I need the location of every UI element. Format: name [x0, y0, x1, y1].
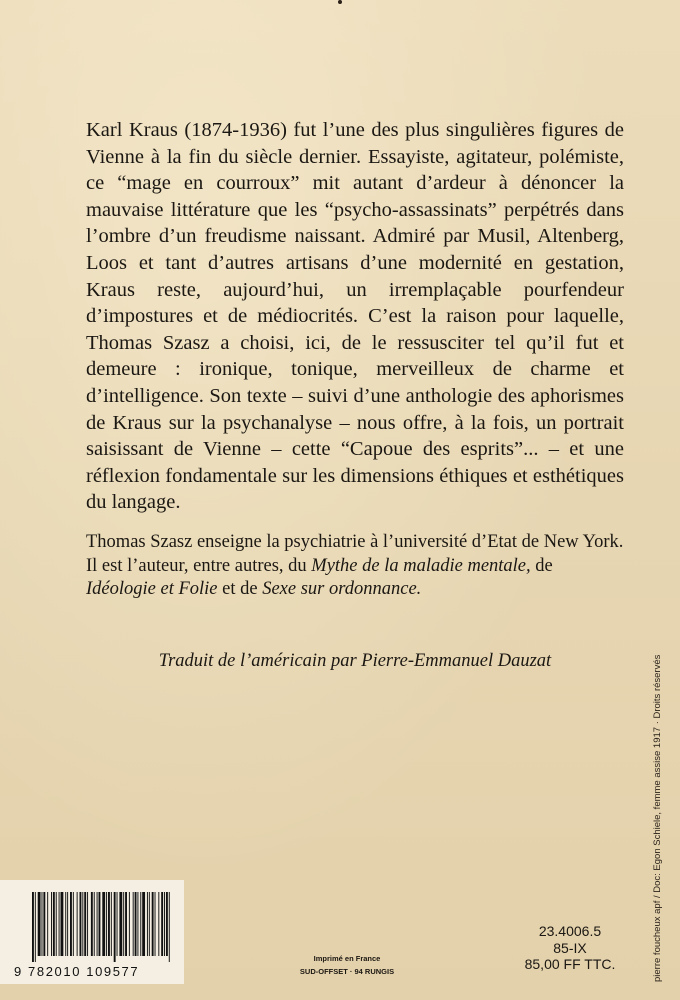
barcode-bar: [152, 892, 154, 956]
barcode-bar: [135, 892, 137, 956]
barcode-bar: [73, 892, 74, 956]
barcode-bar: [82, 892, 83, 956]
barcode-bar: [35, 892, 36, 962]
barcode-bar: [70, 892, 72, 956]
price: 85,00 FF TTC.: [524, 956, 616, 972]
bio-text-1: Thomas Szasz enseigne la psychiatrie à l’université d’Etat de New York. Il est l’auteur, entre autres, du: [86, 532, 624, 576]
barcode-bar: [38, 892, 41, 956]
barcode-bar: [114, 892, 116, 962]
barcode-panel: [0, 880, 184, 984]
barcode-bar: [155, 892, 156, 956]
barcode-bar: [91, 892, 93, 956]
barcode-bar: [133, 892, 134, 956]
barcode-bar: [125, 892, 127, 956]
barcode-bar: [53, 892, 55, 956]
barcode-bar: [161, 892, 163, 956]
bio-text-2: de: [530, 555, 553, 576]
price-block: [520, 923, 620, 973]
bio-title-2: Idéologie et Folie: [86, 579, 218, 599]
barcode-bar: [123, 892, 124, 956]
barcode-bar: [94, 892, 95, 956]
barcode-bar: [56, 892, 57, 956]
barcode-bar: [142, 892, 145, 956]
barcode-bar: [169, 892, 170, 962]
barcode-bar: [117, 892, 118, 956]
barcode-bar: [102, 892, 105, 956]
barcode-bar: [51, 892, 52, 956]
barcode-bar: [106, 892, 107, 956]
printer-country: Imprimé en France: [313, 954, 381, 963]
barcode-bar: [140, 892, 141, 956]
barcode-bar: [61, 892, 64, 956]
barcode: [32, 892, 172, 962]
bio-text-3: et de: [217, 579, 263, 599]
catalog-code: 23.4006.5: [538, 923, 602, 939]
barcode-bar: [119, 892, 122, 956]
barcode-bar: [32, 892, 34, 962]
printer-info: [292, 952, 402, 978]
barcode-bar: [59, 892, 60, 956]
printer-name: SUD-OFFSET · 94 RUNGIS: [299, 967, 395, 976]
barcode-bar: [47, 892, 48, 956]
edition-code: 85-IX: [553, 939, 587, 956]
barcode-bar: [147, 892, 148, 956]
barcode-bar: [149, 892, 150, 956]
bio-title-3: Sexe sur ordonnance.: [262, 579, 422, 599]
bio-title-1: Mythe de la maladie mentale,: [311, 555, 531, 576]
barcode-bar: [97, 892, 98, 956]
barcode-bar: [87, 892, 88, 956]
barcode-bar: [80, 892, 82, 956]
barcode-number: 9 782010 109577: [14, 964, 140, 979]
barcode-bar: [137, 892, 138, 956]
translator-credit: Traduit de l’américain par Pierre-Emmanuel Dauzat: [158, 651, 552, 671]
barcode-bar: [166, 892, 168, 956]
barcode-bar: [158, 892, 159, 956]
barcode-bar: [65, 892, 66, 956]
top-mark: [338, 0, 342, 4]
barcode-bar: [164, 892, 165, 956]
barcode-bar: [43, 892, 45, 956]
blurb-paragraph: Karl Kraus (1874-1936) fut l’une des plus singulières figures de Vienne à la fin du siècle dernier. Essayiste, agitateur, polémiste, ce “mage en courroux” mit autant d’ardeur à dénoncer la mauvaise littérature que les “psycho-assassinats” perpétrés dans l’ombre d’un freudisme naissant. Admiré par Musil, Altenberg, Loos et tant d’autres artisans d’une modernité en gestation, Kraus reste, aujourd’hui, un irremplaçable pourfendeur d’impostures et de médiocrités. C’est la raison pour laquelle, Thomas Szasz a choisi, ici, de le ressusciter tel qu’il fut et demeure : ironique, tonique, merveilleux de charme et d’intelligence. Son texte – suivi d’une anthologie des aphorismes de Kraus sur la psychanalyse – nous offre, à la fois, un portrait saisissant de Vienne – cette “Capoue des esprits”... – et une réflexion fondamentale sur les dimensions éthiques et esthétiques du langage.: [86, 119, 624, 514]
barcode-bar: [108, 892, 110, 956]
barcode-bar: [42, 892, 43, 956]
barcode-bar: [84, 892, 86, 956]
barcode-bar: [111, 892, 112, 956]
barcode-bar: [67, 892, 68, 956]
barcode-bar: [99, 892, 101, 956]
barcode-bar: [129, 892, 130, 956]
author-bio: [86, 531, 624, 602]
barcode-bar: [77, 892, 78, 956]
design-credit: pierre foucheux apf / Doc: Egon Schiele, femme assise 1917 · Droits réservés: [652, 654, 663, 982]
